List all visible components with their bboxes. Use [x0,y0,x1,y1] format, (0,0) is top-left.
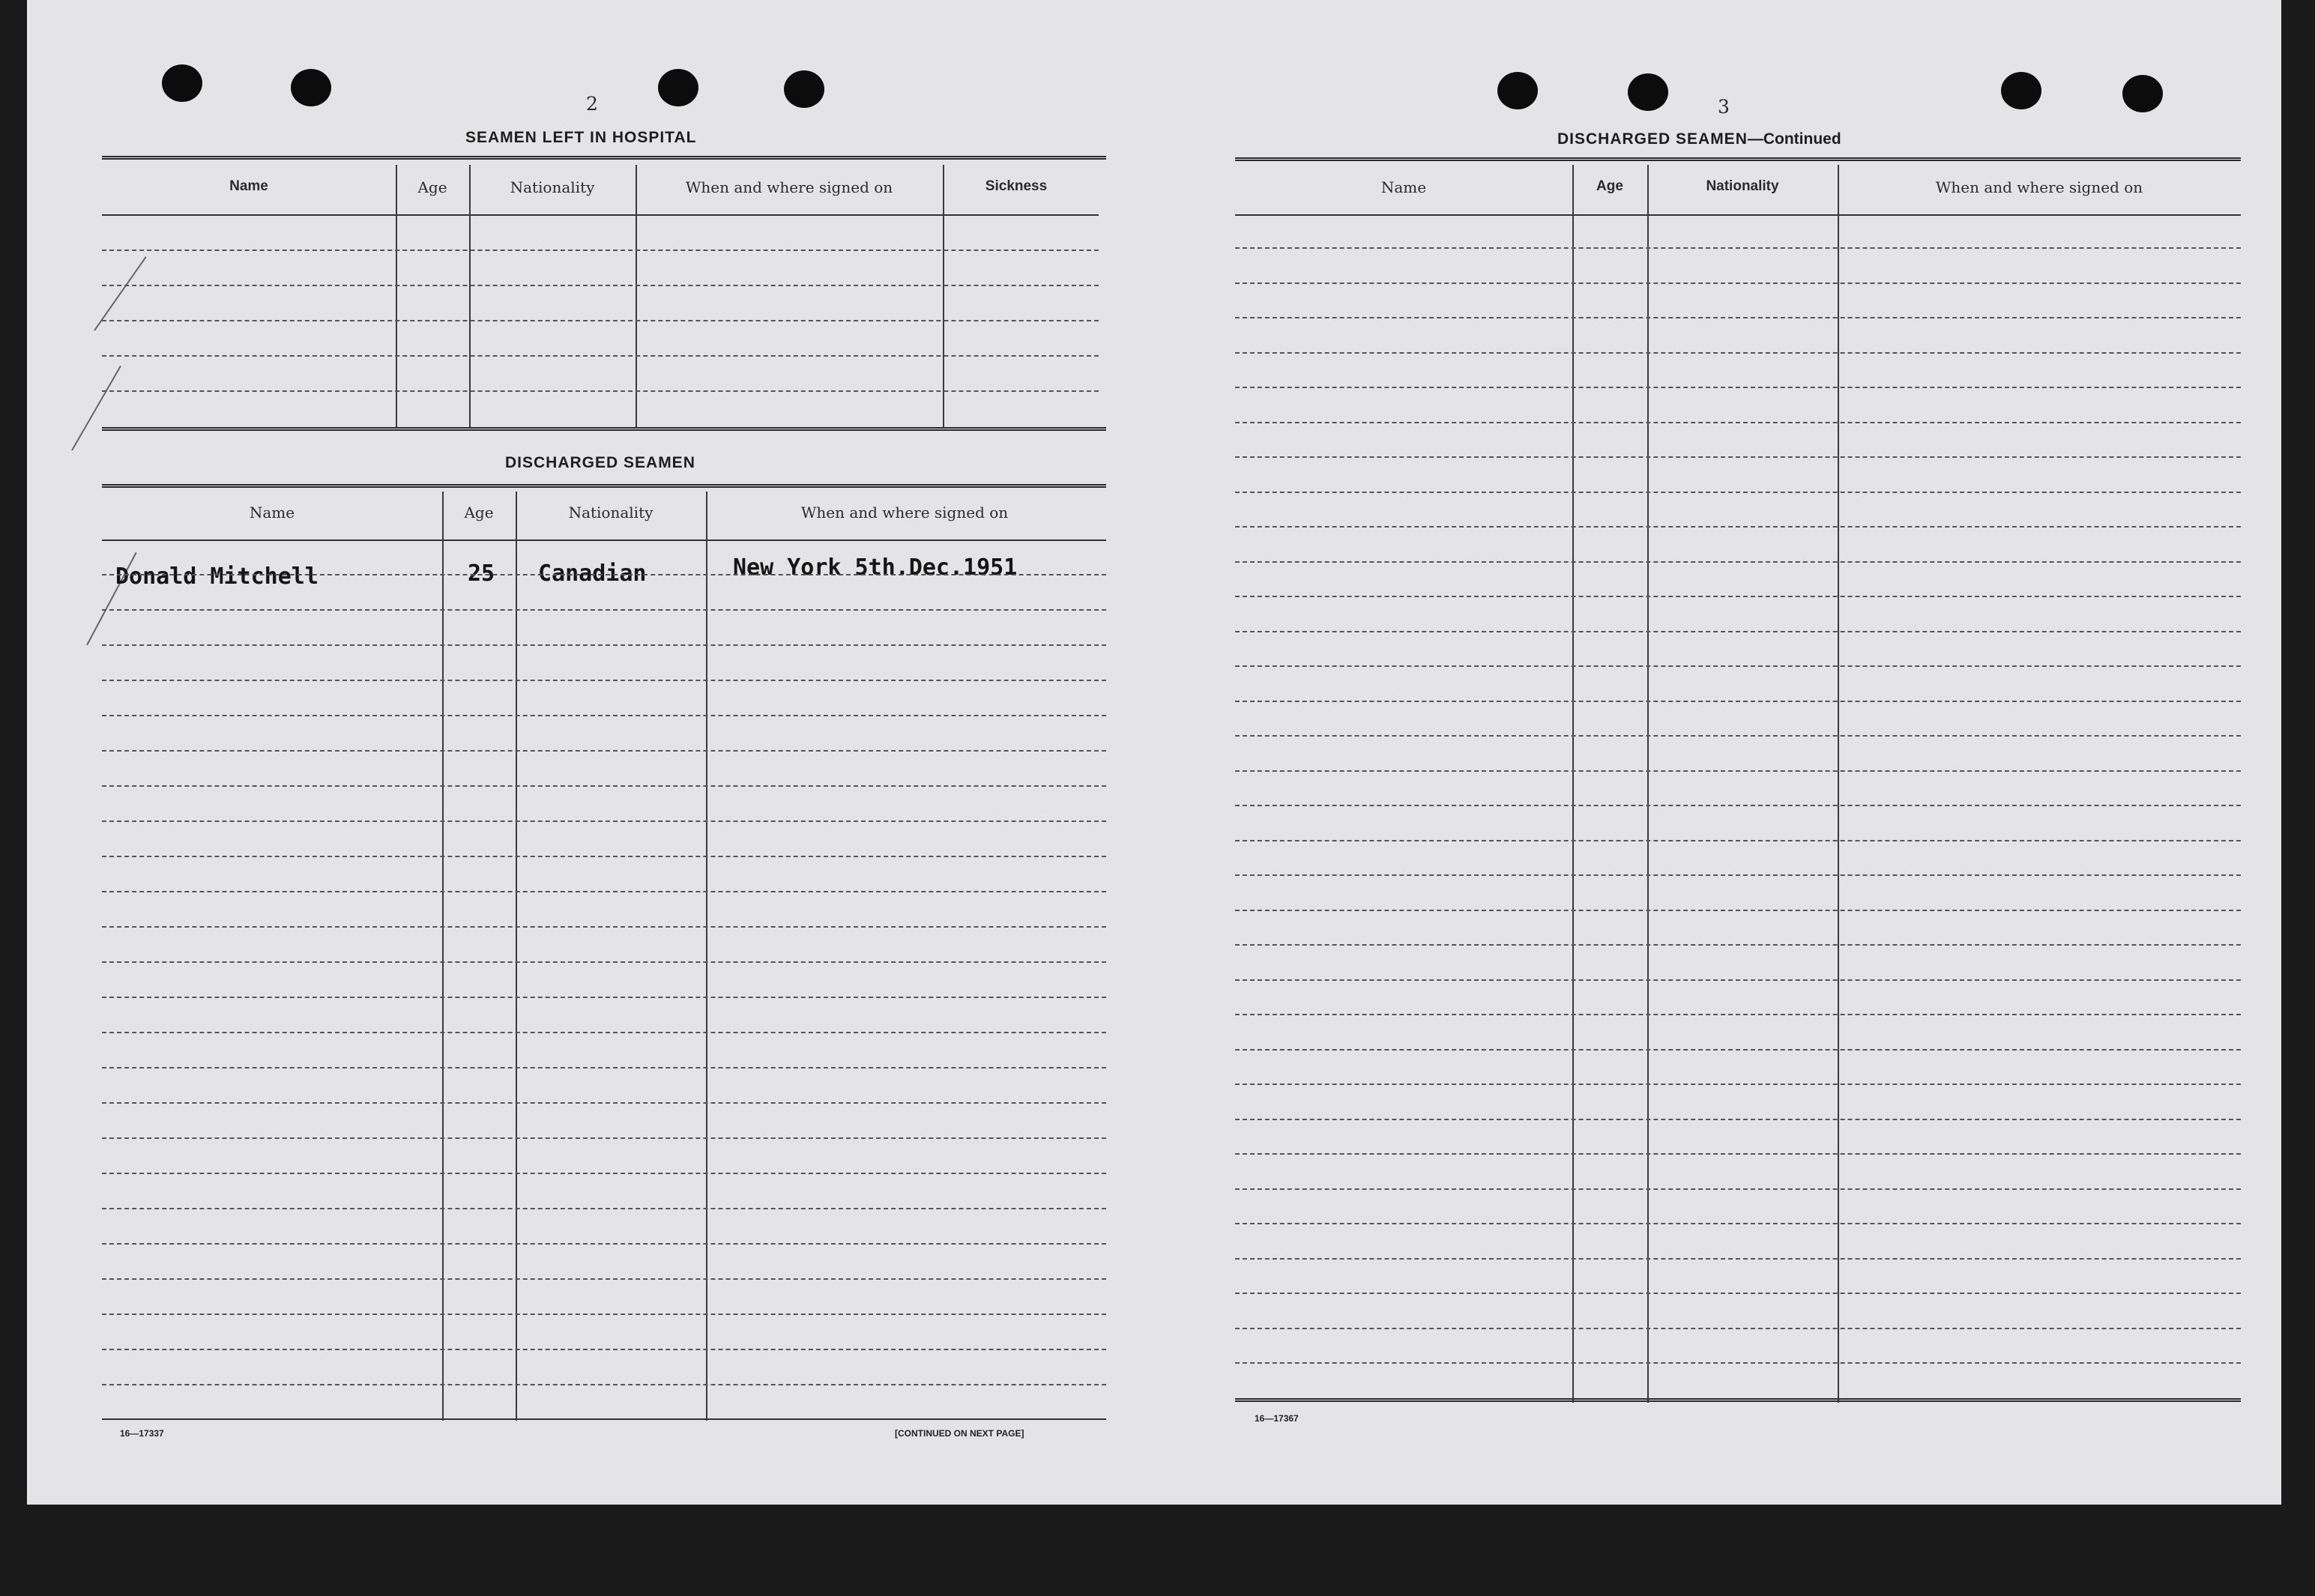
row-line [102,1032,1106,1033]
row-line [102,961,1106,963]
row-line [102,856,1106,857]
table-bottom-rule [102,427,1106,432]
row-line [102,390,1099,392]
punch-hole [658,69,698,106]
row-line [1235,701,2241,702]
column-divider [442,492,444,1421]
row-line [1235,979,2241,981]
row-line [1235,282,2241,284]
title-text: DISCHARGED SEAMEN [1557,130,1748,148]
row-line [1235,1014,2241,1015]
column-header: Age [1596,178,1623,194]
punch-hole [162,64,202,102]
column-header: Age [417,178,447,196]
page-number: 3 [1718,96,1730,118]
document-sheet [27,0,2281,1505]
row-line [1235,492,2241,493]
row-line [1235,387,2241,388]
header-rule [102,539,1106,541]
row-line [102,355,1099,357]
title-suffix: —Continued [1747,130,1841,148]
section-title-hospital: SEAMEN LEFT IN HOSPITAL [465,129,697,146]
row-line [1235,422,2241,423]
table-top-rule [1235,157,2241,163]
column-header: Name [1380,178,1427,196]
header-rule [1235,214,2241,216]
row-line [1235,1049,2241,1051]
row-line [102,1208,1106,1209]
row-line [1235,840,2241,841]
column-header: Nationality [1706,178,1779,194]
row-line [1235,1083,2241,1085]
row-line [1235,874,2241,876]
seaman-age: 25 [468,560,495,587]
seaman-name: Donald Mitchell [115,563,319,590]
row-line [1235,631,2241,632]
row-line [102,997,1106,998]
column-header: Nationality [568,504,654,522]
row-line [1235,944,2241,946]
row-line [1235,596,2241,597]
column-header: When and where signed on [800,504,1009,522]
row-line [1235,561,2241,563]
row-line [102,1314,1106,1315]
row-line [1235,805,2241,806]
row-line [1235,665,2241,667]
column-header: When and where signed on [1935,178,2143,196]
table-top-rule [102,156,1106,161]
row-line [102,820,1106,822]
section-title-discharged: DISCHARGED SEAMEN [505,454,695,471]
row-line [102,1243,1106,1245]
seaman-signed-on: New York 5th.Dec.1951 [733,554,1018,581]
row-line [102,285,1099,286]
column-header: Nationality [510,178,595,196]
punch-hole [784,70,824,108]
row-line [102,715,1106,716]
table-top-rule [102,484,1106,489]
punch-hole [1497,72,1538,109]
form-number: 16—17337 [120,1428,164,1439]
row-line [1235,735,2241,737]
row-line [102,644,1106,646]
row-line [102,1137,1106,1139]
continued-note: [CONTINUED ON NEXT PAGE] [895,1428,1024,1439]
row-line [1235,247,2241,249]
seaman-nationality: Canadian [538,560,647,587]
row-line [1235,1328,2241,1329]
column-divider [1572,165,1574,1403]
column-divider [1647,165,1649,1403]
row-line [1235,1223,2241,1224]
row-line [102,320,1099,321]
column-divider [706,492,707,1421]
row-line [102,926,1106,928]
table-bottom-rule [1235,1398,2241,1403]
pencil-mark [71,366,121,451]
column-header: When and where signed on [685,178,893,196]
column-header: Name [249,504,295,522]
row-line [1235,317,2241,318]
column-header: Sickness [985,178,1048,194]
row-line [1235,1119,2241,1120]
row-line [1235,1293,2241,1294]
row-line [1235,1362,2241,1364]
column-header: Name [229,178,268,194]
row-line [102,1102,1106,1104]
header-rule [102,214,1099,216]
row-line [1235,1188,2241,1190]
row-line [102,250,1099,251]
row-line [1235,456,2241,458]
punch-hole [2122,75,2163,112]
row-line [1235,770,2241,772]
row-line [102,1067,1106,1068]
row-line [1235,1153,2241,1155]
column-divider [636,165,637,429]
row-line [102,574,1106,575]
column-divider [516,492,517,1421]
row-line [1235,1258,2241,1260]
page-number: 2 [586,93,598,115]
row-line [102,1173,1106,1174]
row-line [102,1384,1106,1385]
table-bottom-rule [102,1418,1106,1420]
form-number: 16—17367 [1255,1413,1299,1424]
column-divider [943,165,944,429]
column-divider [396,165,397,429]
row-line [102,891,1106,892]
punch-hole [2001,72,2041,109]
column-divider [469,165,471,429]
section-title-discharged-continued [1557,130,1841,148]
column-divider [1838,165,1839,1403]
punch-hole [291,69,331,106]
row-line [102,609,1106,611]
row-line [102,680,1106,681]
row-line [1235,526,2241,528]
row-line [1235,352,2241,354]
punch-hole [1628,73,1668,111]
row-line [102,1349,1106,1350]
row-line [102,785,1106,787]
row-line [1235,910,2241,911]
row-line [102,750,1106,752]
column-header: Age [464,504,494,522]
row-line [102,1278,1106,1280]
